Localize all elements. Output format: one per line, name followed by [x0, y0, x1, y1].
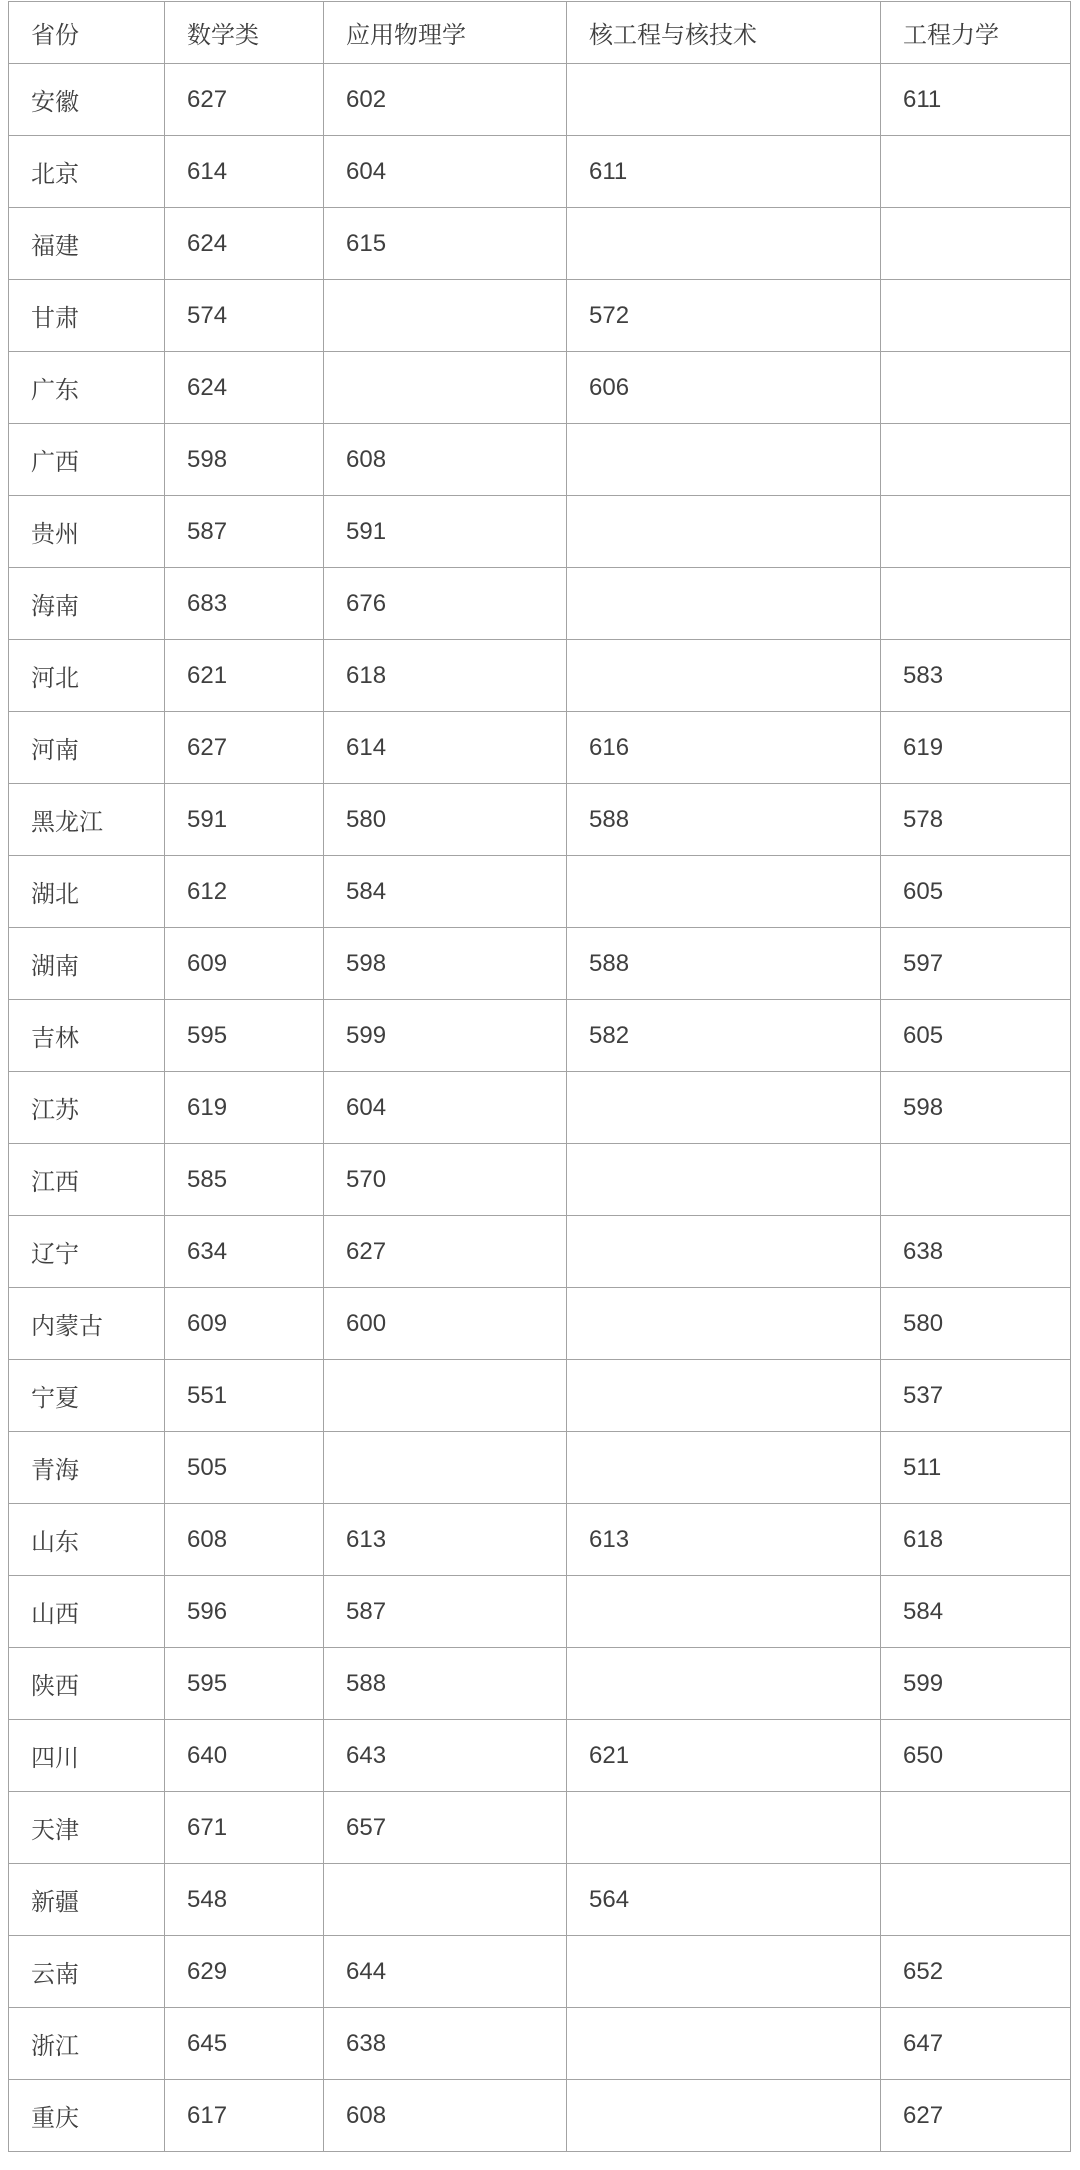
cell-province: 北京	[9, 136, 165, 208]
cell-score: 613	[567, 1504, 881, 1576]
cell-score: 591	[165, 784, 324, 856]
table-row	[9, 352, 1071, 424]
cell-score: 584	[881, 1576, 1071, 1648]
cell-score: 578	[881, 784, 1071, 856]
table-row	[9, 208, 1071, 280]
cell-score: 652	[881, 1936, 1071, 2008]
cell-score	[881, 1792, 1071, 1864]
cell-score: 572	[567, 280, 881, 352]
cell-score: 583	[881, 640, 1071, 712]
cell-score: 609	[165, 1288, 324, 1360]
cell-score	[567, 424, 881, 496]
cell-score: 627	[324, 1216, 567, 1288]
cell-score: 595	[165, 1000, 324, 1072]
cell-score	[567, 1216, 881, 1288]
cell-score: 600	[324, 1288, 567, 1360]
cell-score	[881, 568, 1071, 640]
cell-score: 627	[165, 712, 324, 784]
cell-score: 580	[324, 784, 567, 856]
cell-score: 683	[165, 568, 324, 640]
cell-score: 587	[324, 1576, 567, 1648]
cell-score	[324, 1360, 567, 1432]
table-header	[9, 2, 1071, 64]
table-row	[9, 280, 1071, 352]
cell-province: 吉林	[9, 1000, 165, 1072]
table-row	[9, 712, 1071, 784]
cell-score: 605	[881, 856, 1071, 928]
column-header-0: 省份	[9, 2, 165, 64]
cell-province: 陕西	[9, 1648, 165, 1720]
cell-score: 584	[324, 856, 567, 928]
cell-score: 611	[567, 136, 881, 208]
cell-score: 606	[567, 352, 881, 424]
cell-score: 621	[165, 640, 324, 712]
cell-score	[324, 352, 567, 424]
table-row	[9, 1360, 1071, 1432]
cell-score: 616	[567, 712, 881, 784]
header-row	[9, 2, 1071, 64]
cell-province: 浙江	[9, 2008, 165, 2080]
cell-score: 638	[324, 2008, 567, 2080]
cell-score: 624	[165, 352, 324, 424]
cell-score: 612	[165, 856, 324, 928]
cell-score	[567, 2008, 881, 2080]
table-row	[9, 1576, 1071, 1648]
cell-province: 河北	[9, 640, 165, 712]
cell-score: 611	[881, 64, 1071, 136]
cell-score	[567, 1288, 881, 1360]
cell-score: 570	[324, 1144, 567, 1216]
table-row	[9, 568, 1071, 640]
cell-score: 643	[324, 1720, 567, 1792]
cell-score: 605	[881, 1000, 1071, 1072]
cell-score	[567, 1792, 881, 1864]
cell-score: 537	[881, 1360, 1071, 1432]
cell-score: 621	[567, 1720, 881, 1792]
cell-score: 618	[881, 1504, 1071, 1576]
cell-score: 624	[165, 208, 324, 280]
column-header-3: 核工程与核技术	[567, 2, 881, 64]
cell-score: 613	[324, 1504, 567, 1576]
cell-score: 614	[324, 712, 567, 784]
table-row	[9, 1720, 1071, 1792]
table-row	[9, 1432, 1071, 1504]
table-row	[9, 1072, 1071, 1144]
cell-province: 辽宁	[9, 1216, 165, 1288]
cell-score: 602	[324, 64, 567, 136]
cell-province: 内蒙古	[9, 1288, 165, 1360]
cell-score	[567, 640, 881, 712]
cell-score: 505	[165, 1432, 324, 1504]
cell-score: 657	[324, 1792, 567, 1864]
cell-province: 山东	[9, 1504, 165, 1576]
cell-score: 604	[324, 136, 567, 208]
cell-score: 618	[324, 640, 567, 712]
cell-score: 548	[165, 1864, 324, 1936]
cell-score: 617	[165, 2080, 324, 2152]
cell-province: 江西	[9, 1144, 165, 1216]
cell-score: 650	[881, 1720, 1071, 1792]
cell-province: 重庆	[9, 2080, 165, 2152]
cell-score	[881, 280, 1071, 352]
table-row	[9, 1864, 1071, 1936]
table-row	[9, 2008, 1071, 2080]
table-row	[9, 2080, 1071, 2152]
cell-score: 582	[567, 1000, 881, 1072]
cell-score: 627	[165, 64, 324, 136]
cell-score: 564	[567, 1864, 881, 1936]
cell-score: 645	[165, 2008, 324, 2080]
column-header-1: 数学类	[165, 2, 324, 64]
cell-score	[567, 1360, 881, 1432]
cell-province: 贵州	[9, 496, 165, 568]
cell-score: 608	[165, 1504, 324, 1576]
cell-score: 608	[324, 424, 567, 496]
cell-score: 599	[324, 1000, 567, 1072]
column-header-4: 工程力学	[881, 2, 1071, 64]
table-row	[9, 784, 1071, 856]
cell-score: 588	[567, 784, 881, 856]
cell-province: 湖南	[9, 928, 165, 1000]
table-row	[9, 928, 1071, 1000]
cell-score	[881, 1864, 1071, 1936]
table-row	[9, 856, 1071, 928]
cell-score: 614	[165, 136, 324, 208]
table-row	[9, 1504, 1071, 1576]
cell-score: 609	[165, 928, 324, 1000]
cell-score: 511	[881, 1432, 1071, 1504]
cell-score: 587	[165, 496, 324, 568]
cell-province: 云南	[9, 1936, 165, 2008]
cell-province: 青海	[9, 1432, 165, 1504]
cell-score	[567, 2080, 881, 2152]
cell-score	[567, 1144, 881, 1216]
cell-score	[567, 208, 881, 280]
cell-score	[324, 280, 567, 352]
cell-score	[881, 352, 1071, 424]
table-row	[9, 1000, 1071, 1072]
cell-province: 河南	[9, 712, 165, 784]
cell-score	[324, 1864, 567, 1936]
cell-score: 599	[881, 1648, 1071, 1720]
cell-province: 广东	[9, 352, 165, 424]
cell-province: 天津	[9, 1792, 165, 1864]
cell-score: 598	[881, 1072, 1071, 1144]
cell-score: 629	[165, 1936, 324, 2008]
cell-score: 596	[165, 1576, 324, 1648]
cell-score	[567, 1072, 881, 1144]
cell-province: 湖北	[9, 856, 165, 928]
table-row	[9, 1792, 1071, 1864]
cell-score: 604	[324, 1072, 567, 1144]
cell-score	[324, 1432, 567, 1504]
cell-province: 广西	[9, 424, 165, 496]
cell-score: 647	[881, 2008, 1071, 2080]
table-row	[9, 136, 1071, 208]
cell-score	[567, 64, 881, 136]
cell-score: 619	[881, 712, 1071, 784]
cell-province: 甘肃	[9, 280, 165, 352]
table-row	[9, 1288, 1071, 1360]
cell-province: 安徽	[9, 64, 165, 136]
table-row	[9, 1936, 1071, 2008]
cell-score	[567, 568, 881, 640]
column-header-2: 应用物理学	[324, 2, 567, 64]
table-row	[9, 640, 1071, 712]
table-row	[9, 1144, 1071, 1216]
cell-score: 591	[324, 496, 567, 568]
cell-score: 644	[324, 1936, 567, 2008]
table-row	[9, 1648, 1071, 1720]
cell-province: 新疆	[9, 1864, 165, 1936]
cell-score	[881, 1144, 1071, 1216]
cell-score: 598	[324, 928, 567, 1000]
cell-province: 海南	[9, 568, 165, 640]
table-row	[9, 496, 1071, 568]
cell-score	[567, 1936, 881, 2008]
cell-score	[881, 496, 1071, 568]
cell-province: 宁夏	[9, 1360, 165, 1432]
cell-score: 676	[324, 568, 567, 640]
cell-province: 山西	[9, 1576, 165, 1648]
cell-province: 四川	[9, 1720, 165, 1792]
cell-score	[567, 856, 881, 928]
cell-score: 588	[324, 1648, 567, 1720]
cell-score	[881, 208, 1071, 280]
table-body	[9, 64, 1071, 2152]
cell-score: 619	[165, 1072, 324, 1144]
cell-score: 615	[324, 208, 567, 280]
table-row	[9, 424, 1071, 496]
table-row	[9, 64, 1071, 136]
cell-score: 597	[881, 928, 1071, 1000]
cell-score: 588	[567, 928, 881, 1000]
cell-score: 551	[165, 1360, 324, 1432]
table-row	[9, 1216, 1071, 1288]
cell-province: 江苏	[9, 1072, 165, 1144]
cell-score: 608	[324, 2080, 567, 2152]
cell-score: 638	[881, 1216, 1071, 1288]
cell-score	[567, 1576, 881, 1648]
cell-score: 671	[165, 1792, 324, 1864]
cell-province: 黑龙江	[9, 784, 165, 856]
cell-score: 627	[881, 2080, 1071, 2152]
cell-score	[881, 424, 1071, 496]
cell-score	[567, 1432, 881, 1504]
admission-scores-table	[8, 1, 1071, 2152]
cell-score: 634	[165, 1216, 324, 1288]
cell-score	[567, 496, 881, 568]
cell-score: 585	[165, 1144, 324, 1216]
cell-score: 580	[881, 1288, 1071, 1360]
cell-score: 595	[165, 1648, 324, 1720]
cell-score	[881, 136, 1071, 208]
cell-province: 福建	[9, 208, 165, 280]
cell-score	[567, 1648, 881, 1720]
cell-score: 598	[165, 424, 324, 496]
cell-score: 640	[165, 1720, 324, 1792]
cell-score: 574	[165, 280, 324, 352]
